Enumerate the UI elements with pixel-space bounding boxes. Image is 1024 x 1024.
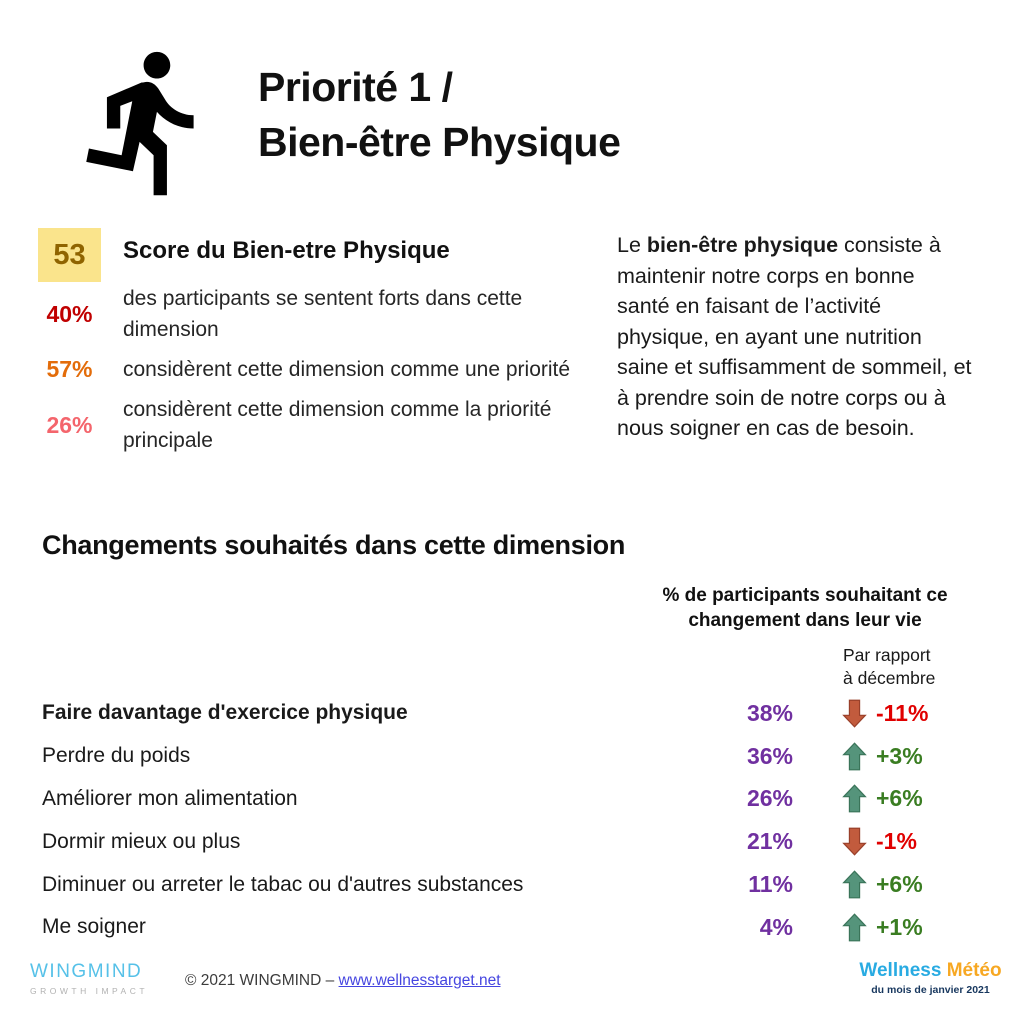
stat-row [38, 354, 613, 385]
change-delta-cell [842, 742, 982, 771]
change-label: Faire davantage d'exercice physique [42, 701, 408, 725]
wellness-meteo-word1: Wellness [859, 960, 942, 981]
change-row [42, 692, 982, 735]
change-label: Dormir mieux ou plus [42, 829, 241, 853]
wellness-meteo-word2: Météo [941, 960, 1002, 981]
score-badge: 53 [38, 228, 101, 282]
stat-value: 26% [46, 411, 93, 438]
change-delta-cell [842, 913, 982, 942]
wellness-meteo-logo [843, 960, 1018, 996]
change-delta: -1% [876, 828, 917, 855]
wingmind-logo-name: WINGMIND [30, 961, 143, 982]
change-percent: 11% [748, 871, 793, 898]
running-person-icon [62, 42, 232, 202]
change-row [42, 863, 982, 906]
change-row [42, 735, 982, 778]
changes-table [42, 692, 982, 949]
page-title-line2: Bien-être Physique [258, 119, 621, 165]
change-percent: 21% [746, 828, 793, 855]
page-title-line1: Priorité 1 / [258, 64, 453, 110]
change-label: Améliorer mon alimentation [42, 786, 298, 810]
stat-text: considèrent cette dimension comme une priorité [123, 358, 571, 381]
change-delta-cell [842, 870, 982, 899]
dimension-description [617, 230, 973, 444]
change-delta-cell [842, 699, 982, 728]
copyright-text: © 2021 WINGMIND – [185, 972, 335, 989]
column-header-line1: % de participants souhaitant ce [662, 585, 948, 606]
subheader-line2: à décembre [843, 667, 936, 688]
arrow-down-icon [842, 827, 867, 856]
change-delta: +6% [876, 871, 923, 898]
stat-text: des participants se sentent forts dans cette dimension [123, 287, 523, 341]
score-stats [38, 283, 613, 456]
subheader-line1: Par rapport [843, 645, 931, 665]
arrow-up-icon [842, 870, 867, 899]
wingmind-logo [30, 961, 148, 996]
copyright-line [185, 972, 501, 990]
wellness-meteo-subtitle: du mois de janvier 2021 [871, 984, 990, 996]
section-title: Changements souhaités dans cette dimension [42, 530, 626, 560]
change-label: Me soigner [42, 915, 146, 939]
column-header-vs-december [843, 644, 935, 689]
arrow-up-icon [842, 784, 867, 813]
description-rest: consiste à maintenir notre corps en bonne santé en faisant de l’activité physique, en ayant une nutrition saine et suffisamment de sommeil, et à prendre soin de notre corps ou à nous soigner en cas de besoin. [617, 233, 972, 440]
change-label: Diminuer ou arreter le tabac ou d'autres substances [42, 872, 524, 896]
stat-value: 40% [46, 300, 93, 327]
stat-value: 57% [46, 356, 93, 382]
page-title [258, 60, 620, 170]
change-label: Perdre du poids [42, 744, 191, 768]
stat-text: considèrent cette dimension comme la priorité principale [123, 398, 552, 452]
stat-row [38, 394, 613, 456]
wellnesstarget-link[interactable]: www.wellnesstarget.net [338, 972, 501, 989]
change-delta: +3% [876, 742, 923, 769]
change-row [42, 820, 982, 863]
change-delta: -11% [876, 699, 929, 726]
change-percent: 38% [746, 699, 793, 726]
change-delta: +6% [876, 785, 923, 812]
change-percent: 4% [759, 913, 793, 940]
change-delta-cell [842, 784, 982, 813]
score-label: Score du Bien-etre Physique [123, 237, 450, 264]
change-percent: 26% [746, 785, 793, 812]
wellness-meteo-title [843, 960, 1018, 982]
change-delta-cell [842, 827, 982, 856]
stat-row [38, 283, 613, 345]
description-prefix: Le [617, 233, 647, 257]
wingmind-logo-tagline: GROWTH IMPACT [30, 986, 149, 996]
change-row [42, 778, 982, 821]
change-percent: 36% [746, 742, 793, 769]
change-row [42, 906, 982, 949]
arrow-down-icon [842, 699, 867, 728]
column-header-participants [640, 583, 970, 633]
change-delta: +1% [876, 913, 923, 940]
arrow-up-icon [842, 913, 867, 942]
description-bold-term: bien-être physique [646, 233, 839, 257]
arrow-up-icon [842, 742, 867, 771]
column-header-line2: changement dans leur vie [688, 610, 922, 631]
